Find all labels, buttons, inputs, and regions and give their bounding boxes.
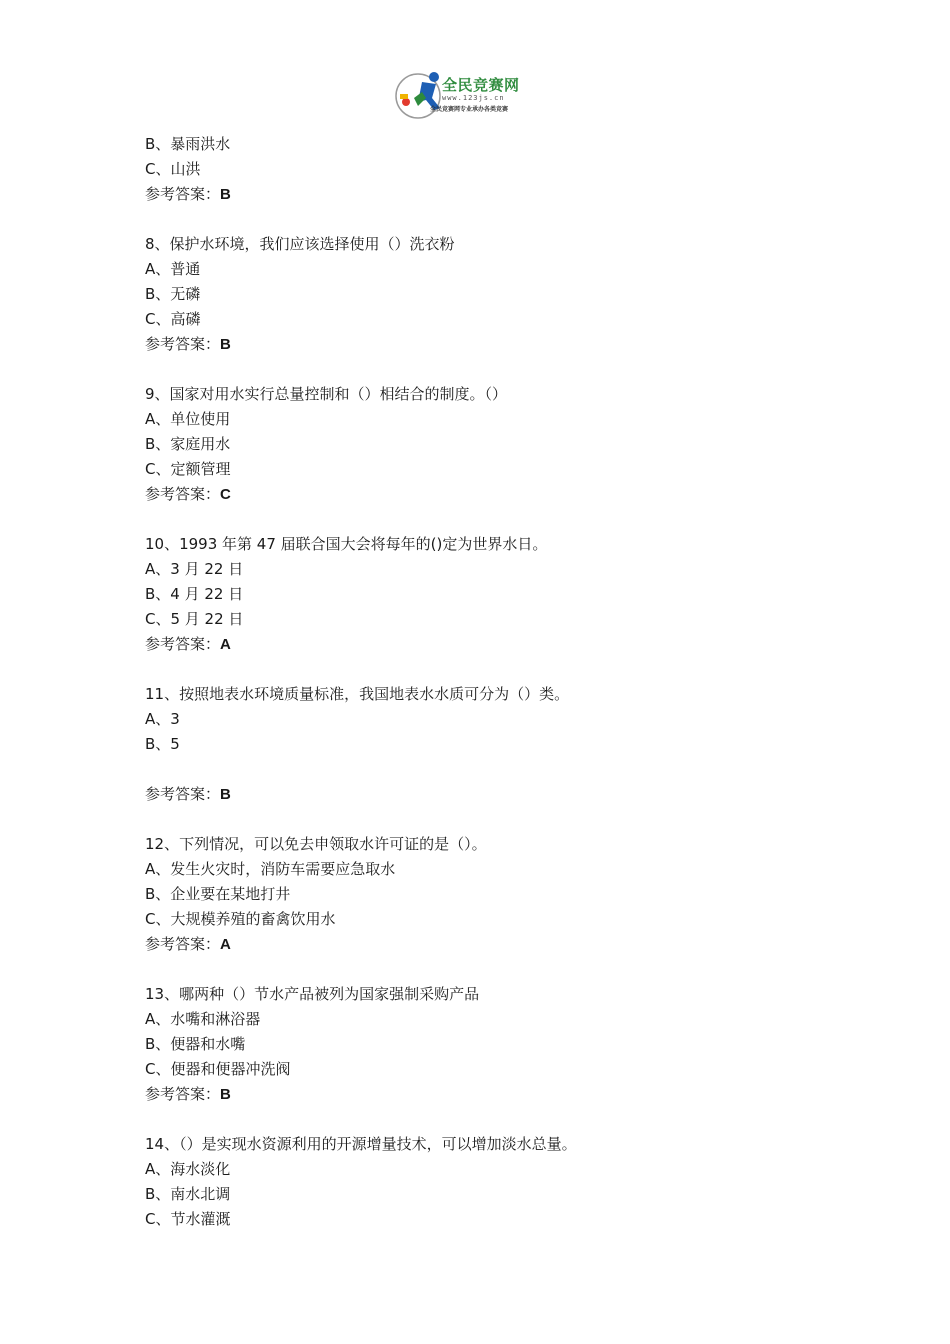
- spacer: [145, 357, 845, 382]
- answer-key: C: [220, 486, 231, 503]
- answer-key: A: [220, 636, 231, 653]
- question-option: B、5: [145, 735, 180, 753]
- question-option: A、3 月 22 日: [145, 560, 244, 578]
- answer-line: [145, 332, 845, 357]
- answer-key: B: [220, 336, 231, 353]
- question-option: C、5 月 22 日: [145, 610, 244, 628]
- spacer: [145, 757, 845, 782]
- question-option: A、发生火灾时，消防车需要应急取水: [145, 860, 396, 878]
- spacer: [145, 207, 845, 232]
- question-stem: 14、（）是实现水资源利用的开源增量技术，可以增加淡水总量。: [145, 1135, 577, 1153]
- answer-key: B: [220, 786, 231, 803]
- question-option: B、无磷: [145, 285, 201, 303]
- spacer: [145, 807, 845, 832]
- spacer: [145, 1107, 845, 1132]
- logo-url: www.123js.cn: [442, 94, 505, 102]
- spacer: [145, 507, 845, 532]
- answer-label: 参考答案：: [145, 1085, 221, 1103]
- question-option: A、海水淡化: [145, 1160, 231, 1178]
- question-option: A、水嘴和淋浴器: [145, 1010, 261, 1028]
- answer-key: A: [220, 936, 231, 953]
- logo-slogan: 全民竞赛网专业承办各类竞赛: [430, 106, 509, 113]
- question-option: C、高磷: [145, 310, 201, 328]
- answer-label: 参考答案：: [145, 935, 221, 953]
- question-option: C、定额管理: [145, 460, 231, 478]
- answer-key: B: [220, 1086, 231, 1103]
- question-option: C、山洪: [145, 160, 201, 178]
- question-option: B、南水北调: [145, 1185, 231, 1203]
- spacer: [145, 657, 845, 682]
- question-list: [145, 132, 845, 1232]
- question-option: B、企业要在某地打井: [145, 885, 291, 903]
- answer-label: 参考答案：: [145, 485, 221, 503]
- site-logo: [392, 68, 537, 120]
- answer-line: [145, 482, 845, 507]
- question-stem: 10、1993 年第 47 届联合国大会将每年的()定为世界水日。: [145, 535, 548, 553]
- answer-label: 参考答案：: [145, 785, 221, 803]
- question-option: A、3: [145, 710, 180, 728]
- question-option: B、便器和水嘴: [145, 1035, 246, 1053]
- answer-label: 参考答案：: [145, 185, 221, 203]
- spacer: [145, 957, 845, 982]
- answer-line: [145, 932, 845, 957]
- question-option: A、单位使用: [145, 410, 231, 428]
- question-stem: 9、国家对用水实行总量控制和（）相结合的制度。（）: [145, 385, 508, 403]
- answer-line: [145, 632, 845, 657]
- answer-line: [145, 1082, 845, 1107]
- answer-key: B: [220, 186, 231, 203]
- question-stem: 13、哪两种（）节水产品被列为国家强制采购产品: [145, 985, 480, 1003]
- answer-label: 参考答案：: [145, 635, 221, 653]
- question-option: C、节水灌溉: [145, 1210, 231, 1228]
- answer-line: [145, 782, 845, 807]
- question-option: C、大规模养殖的畜禽饮用水: [145, 910, 336, 928]
- question-stem: 12、下列情况，可以免去申领取水许可证的是（）。: [145, 835, 487, 853]
- answer-label: 参考答案：: [145, 335, 221, 353]
- question-option: B、暴雨洪水: [145, 135, 231, 153]
- question-option: B、4 月 22 日: [145, 585, 244, 603]
- question-stem: 11、按照地表水环境质量标准，我国地表水水质可分为（）类。: [145, 685, 570, 703]
- logo-title: 全民竞赛网: [442, 76, 520, 94]
- question-stem: 8、保护水环境，我们应该选择使用（）洗衣粉: [145, 235, 455, 253]
- question-option: B、家庭用水: [145, 435, 231, 453]
- question-option: A、普通: [145, 260, 201, 278]
- question-option: C、便器和便器冲洗阀: [145, 1060, 291, 1078]
- answer-line: [145, 182, 845, 207]
